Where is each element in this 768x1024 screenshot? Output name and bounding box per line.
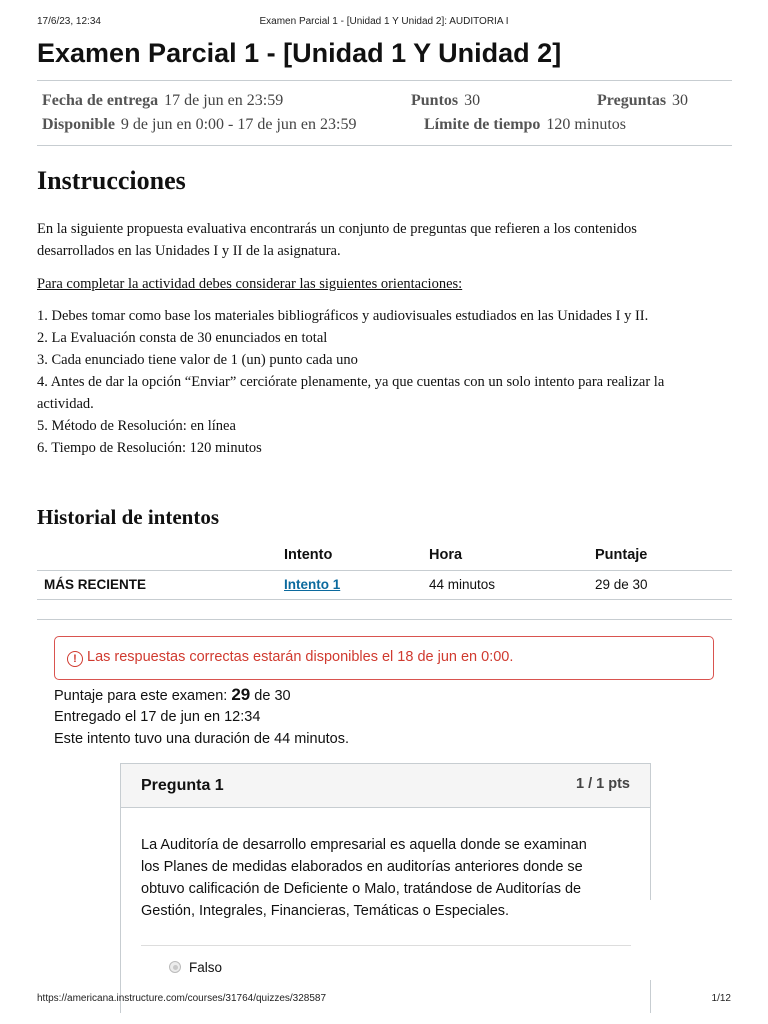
page-title: Examen Parcial 1 - [Unidad 1 Y Unidad 2] bbox=[37, 38, 562, 68]
score-suffix: de 30 bbox=[254, 688, 291, 704]
instruction-item: 3. Cada enunciado tiene valor de 1 (un) punto cada uno bbox=[37, 352, 358, 368]
question-text-line: los Planes de medidas elaborados en auditorías anteriores donde se bbox=[141, 859, 583, 875]
question-title: Pregunta 1 bbox=[141, 777, 224, 794]
table-divider bbox=[37, 599, 732, 600]
instruction-item: 4. Antes de dar la opción “Enviar” cerciórate plenamente, ya que cuentas con un solo intento para realizar la bbox=[37, 374, 665, 390]
question-points: 1 / 1 pts bbox=[576, 776, 630, 792]
divider bbox=[37, 619, 732, 620]
due-date-value: 17 de jun en 23:59 bbox=[164, 92, 284, 109]
score-prefix: Puntaje para este examen: bbox=[54, 688, 228, 704]
column-header-attempt: Intento bbox=[284, 547, 333, 563]
points-value: 30 bbox=[464, 92, 481, 109]
question-text-line: Gestión, Integrales, Financieras, Temáticas o Especiales. bbox=[141, 903, 510, 919]
column-header-time: Hora bbox=[429, 547, 463, 563]
questions-label: Preguntas bbox=[597, 92, 667, 109]
answer-option[interactable] bbox=[169, 960, 222, 975]
answer-divider bbox=[141, 945, 631, 946]
question-card bbox=[120, 763, 651, 1013]
history-heading: Historial de intentos bbox=[37, 505, 219, 529]
question-text bbox=[141, 834, 631, 922]
instructions-heading: Instrucciones bbox=[37, 166, 186, 195]
instruction-item: 6. Tiempo de Resolución: 120 minutos bbox=[37, 440, 262, 456]
print-datetime: 17/6/23, 12:34 bbox=[37, 16, 101, 27]
attempt-time: 44 minutos bbox=[429, 577, 496, 592]
score-summary bbox=[54, 685, 291, 705]
question-text-line: obtuvo calificación de Deficiente o Malo, tratándose de Auditorías de bbox=[141, 881, 582, 897]
column-header-score: Puntaje bbox=[595, 547, 648, 563]
print-doc-title: Examen Parcial 1 - [Unidad 1 Y Unidad 2]: AUDITORIA I bbox=[259, 16, 509, 27]
print-header bbox=[37, 16, 731, 30]
points-label: Puntos bbox=[411, 92, 459, 109]
alert-text: Las respuestas correctas estarán disponibles el 18 de jun en 0:00. bbox=[87, 649, 514, 665]
questions-value: 30 bbox=[672, 92, 689, 109]
radio-icon[interactable] bbox=[169, 961, 181, 973]
answers-availability-alert bbox=[54, 636, 714, 680]
time-limit-label: Límite de tiempo bbox=[424, 116, 541, 133]
instruction-item: 2. La Evaluación consta de 30 enunciados en total bbox=[37, 330, 328, 346]
warning-icon: ! bbox=[67, 651, 83, 667]
print-url: https://americana.instructure.com/courses/31764/quizzes/328587 bbox=[37, 993, 327, 1004]
instruction-item: 5. Método de Resolución: en línea bbox=[37, 418, 236, 434]
page-cut bbox=[645, 900, 655, 980]
due-date-label: Fecha de entrega bbox=[42, 92, 159, 109]
question-text-line: La Auditoría de desarrollo empresarial es aquella donde se examinan bbox=[141, 837, 587, 853]
time-limit bbox=[424, 116, 626, 134]
instructions-intro-line-1: En la siguiente propuesta evaluativa encontrarás un conjunto de preguntas que refieren a los contenidos bbox=[37, 221, 637, 237]
instruction-item: 1. Debes tomar como base los materiales bibliográficos y audiovisuales estudiados en las Unidades I y II. bbox=[37, 308, 649, 324]
duration-text: Este intento tuvo una duración de 44 minutos. bbox=[54, 731, 350, 747]
attempt-score: 29 de 30 bbox=[595, 577, 648, 592]
instruction-item: actividad. bbox=[37, 396, 94, 412]
available-value: 9 de jun en 0:00 - 17 de jun en 23:59 bbox=[120, 116, 357, 133]
time-limit-value: 120 minutos bbox=[546, 116, 626, 133]
available-label: Disponible bbox=[42, 116, 115, 133]
divider bbox=[37, 80, 732, 81]
instructions-orientation: Para completar la actividad debes considerar las siguientes orientaciones: bbox=[37, 276, 463, 292]
due-date bbox=[42, 92, 283, 110]
answer-label: Falso bbox=[189, 960, 223, 975]
submitted-text: Entregado el 17 de jun en 12:34 bbox=[54, 709, 261, 725]
table-divider bbox=[37, 570, 732, 571]
attempt-link[interactable]: Intento 1 bbox=[284, 577, 341, 592]
attempt-row-label: MÁS RECIENTE bbox=[44, 577, 147, 592]
questions bbox=[597, 92, 688, 110]
points bbox=[411, 92, 480, 110]
instructions-intro-line-2: desarrollados en las Unidades I y II de la asignatura. bbox=[37, 243, 341, 259]
attempt-link-cell bbox=[284, 577, 340, 592]
score-value: 29 bbox=[231, 685, 251, 704]
question-header bbox=[121, 764, 650, 808]
divider bbox=[37, 145, 732, 146]
available bbox=[42, 116, 356, 134]
print-page-number: 1/12 bbox=[711, 993, 731, 1004]
print-footer bbox=[37, 993, 731, 1007]
